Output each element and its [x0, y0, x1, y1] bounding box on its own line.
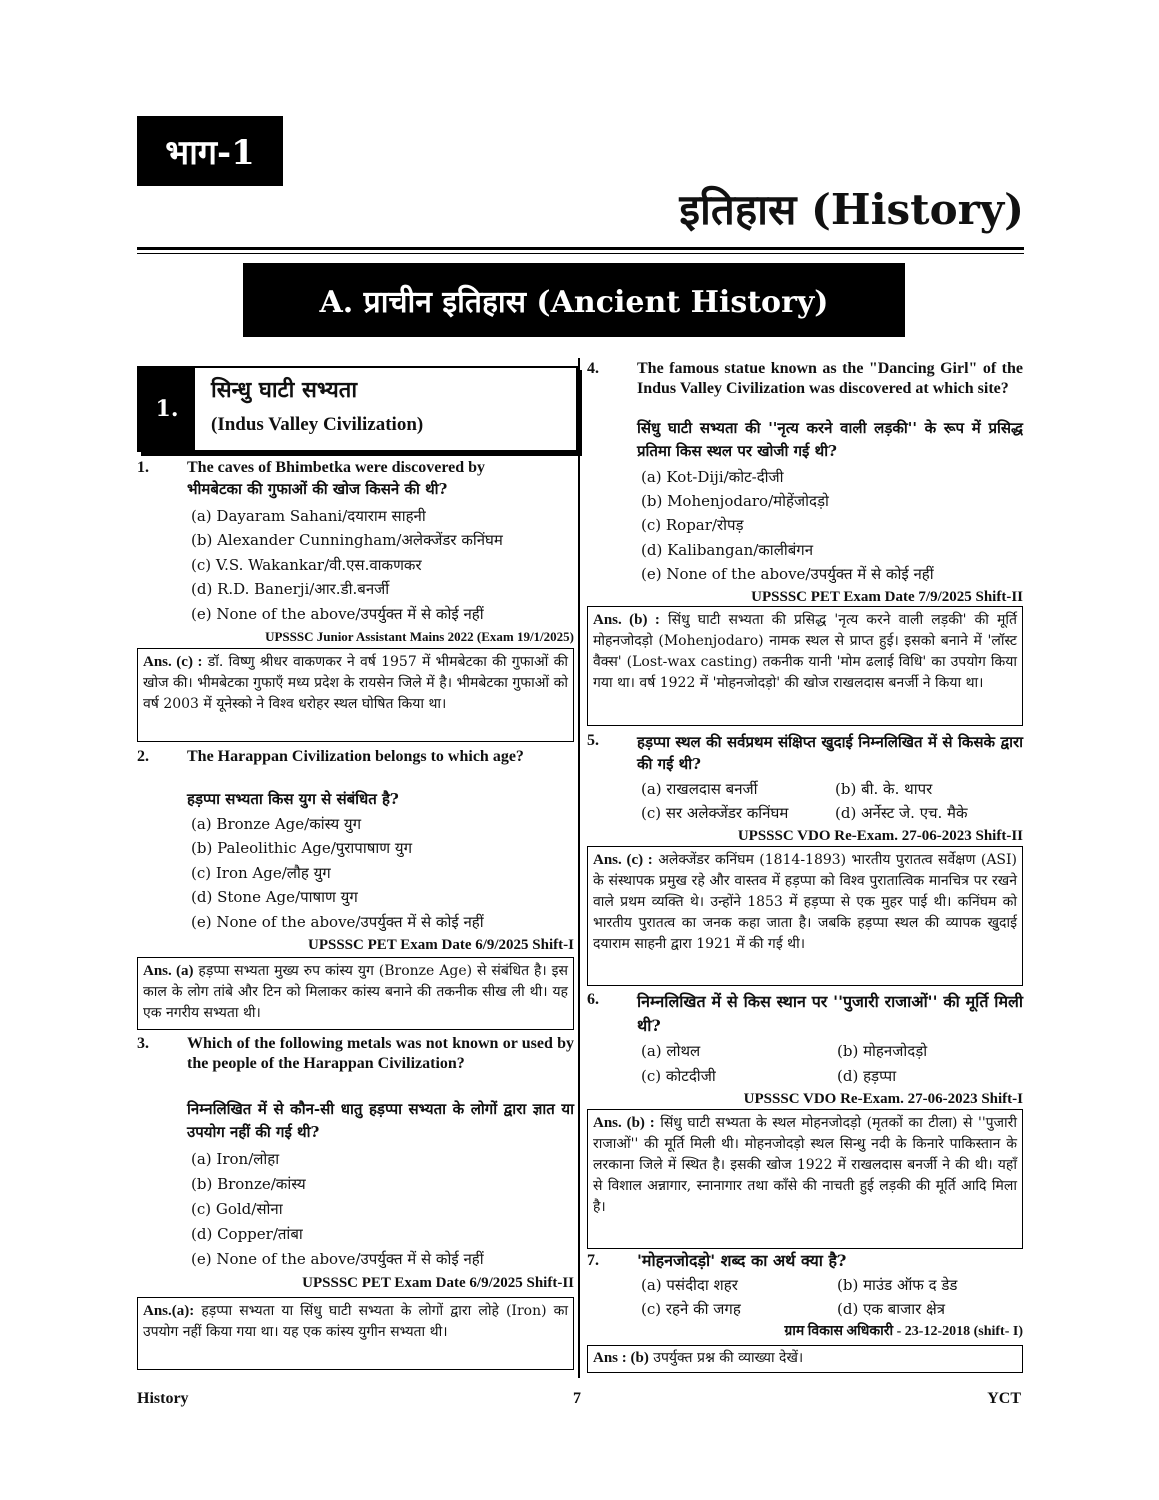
option-e: (e) None of the above/उपर्युक्त में से कोई नहीं — [191, 1250, 484, 1268]
option-c: (c) Ropar/रोपड़ — [641, 516, 744, 534]
question-number: 4. — [587, 360, 599, 377]
question-2 — [137, 747, 574, 957]
option-b: (b) Mohenjodaro/मोहेंजोदड़ो — [641, 492, 829, 510]
question-number: 1. — [137, 459, 149, 476]
page-number: 7 — [573, 1390, 581, 1407]
option-c: (c) Gold/सोना — [191, 1200, 283, 1218]
answer-box-6 — [587, 1109, 1023, 1249]
option-d: (d) R.D. Banerji/आर.डी.बनर्जी — [191, 580, 390, 598]
option-c: (c) कोटदीजी — [641, 1067, 716, 1085]
question-6 — [587, 990, 1023, 1108]
question-text-en: The Harappan Civilization belongs to which age? — [187, 748, 524, 765]
option-b: (b) Alexander Cunningham/अलेक्जेंडर कनिंघम — [191, 531, 503, 549]
footer-publisher: YCT — [987, 1390, 1021, 1407]
answer-label: Ans. (a) — [143, 963, 194, 979]
chapter-number: 1. — [139, 368, 195, 450]
option-a: (a) Iron/लोहा — [191, 1150, 280, 1168]
answer-explanation: सिंधु घाटी सभ्यता के स्थल मोहनजोदड़ो (मृतकों का टीला) से ''पुजारी राजाओं'' की मूर्ति मिली थी। मोहनजोदड़ो स्थल सिन्धु नदी के किनारे पाकिस्तान के लरकाना जिले में स्थित है। इसकी खोज 1922 में राखलदास बनर्जी ने की थी। यहाँ से विशाल अन्नागार, स्नानागार तथा काँसे की नाचती हुई लड़की की मूर्ति आदि मिला है। — [593, 1115, 1018, 1215]
question-number: 2. — [137, 748, 149, 765]
option-a: (a) Bronze Age/कांस्य युग — [191, 815, 362, 833]
chapter-title-hindi: सिन्धु घाटी सभ्यता — [211, 377, 358, 403]
question-text-hi: सिंधु घाटी सभ्यता की ''नृत्य करने वाली लड़की'' के रूप में प्रसिद्ध प्रतिमा किस स्थल पर खोजी गई थी? — [637, 419, 1023, 460]
question-text-hi: हड़प्पा सभ्यता किस युग से संबंधित है? — [187, 790, 399, 808]
option-b: (b) माउंड ऑफ द डेड — [837, 1276, 958, 1294]
header-rule-thin — [137, 253, 1024, 254]
option-d: (d) Copper/तांबा — [191, 1225, 303, 1243]
answer-label: Ans. (c) : — [143, 654, 203, 670]
option-e: (e) None of the above/उपर्युक्त में से कोई नहीं — [191, 605, 484, 623]
option-d: (d) हड़प्पा — [837, 1067, 897, 1085]
answer-explanation: सिंधु घाटी सभ्यता की प्रसिद्ध 'नृत्य करने वाली लड़की' की मूर्ति मोहनजोदड़ो (Mohenjodaro) नामक स्थल से प्राप्त हुई। इसको बनाने में 'लॉस्ट वैक्स' (Lost-wax casting) तकनीक यानी 'मोम ढलाई विधि' का उपयोग किया गया था। वर्ष 1922 में 'मोहनजोदड़ो' की खोज राखलदास बनर्जी ने किया था। — [593, 612, 1018, 691]
answer-box-5 — [587, 846, 1023, 986]
question-text-hi: निम्नलिखित में से कौन-सी धातु हड़प्पा सभ्यता के लोगों द्वारा ज्ञात या उपयोग नहीं की गई थी? — [187, 1100, 574, 1141]
question-text-hi: निम्नलिखित में से किस स्थान पर ''पुजारी राजाओं'' की मूर्ति मिली थी? — [637, 992, 1023, 1035]
question-1 — [137, 458, 574, 648]
exam-source: UPSSSC PET Exam Date 7/9/2025 Shift-II — [751, 589, 1023, 605]
answer-label: Ans. (b) : — [593, 1115, 655, 1131]
exam-source: ग्राम विकास अधिकारी - 23-12-2018 (shift- I) — [784, 1324, 1023, 1339]
question-4 — [587, 359, 1023, 609]
option-c: (c) रहने की जगह — [641, 1300, 741, 1318]
question-number: 6. — [587, 991, 599, 1008]
option-c: (c) V.S. Wakankar/वी.एस.वाकणकर — [191, 556, 422, 574]
answer-label: Ans. (c) : — [593, 852, 653, 868]
option-e: (e) None of the above/उपर्युक्त में से कोई नहीं — [641, 565, 934, 583]
question-text-en: The caves of Bhimbetka were discovered by — [187, 459, 486, 476]
answer-label: Ans : (b) — [593, 1350, 649, 1366]
option-d: (d) अर्नेस्ट जे. एच. मैके — [835, 804, 968, 822]
option-b: (b) Paleolithic Age/पुरापाषाण युग — [191, 839, 413, 857]
question-5 — [587, 731, 1023, 846]
answer-explanation: हड़प्पा सभ्यता या सिंधु घाटी सभ्यता के लोगों द्वारा लोहे (Iron) का उपयोग नहीं किया गया था। यह एक कांस्य युगीन सभ्यता थी। — [143, 1303, 569, 1340]
answer-explanation: अलेक्जेंडर कनिंघम (1814-1893) भारतीय पुरातत्व सर्वेक्षण (ASI) के संस्थापक प्रमुख रहे और वास्तव में हड़प्पा को विश्व पुरातात्विक मानचित्र पर रखने वाले प्रथम व्यक्ति थे। उन्होंने 1853 में हड़प्पा से एक मुहर पाई थी। कनिंघम को भारतीय पुरातत्व का जनक कहा जाता है। जबकि हड़प्पा स्थल की व्यापक खुदाई दयाराम साहनी द्वारा 1921 में की गई थी। — [593, 852, 1018, 952]
question-7 — [587, 1251, 1023, 1343]
chapter-title-english: (Indus Valley Civilization) — [211, 414, 424, 435]
question-text-en: Which of the following metals was not known or used by the people of the Harappan Civilization? — [187, 1035, 574, 1072]
answer-box-7 — [587, 1345, 1023, 1373]
option-c: (c) सर अलेक्जेंडर कनिंघम — [641, 804, 789, 822]
answer-box-3 — [137, 1297, 574, 1370]
chapter-heading — [137, 366, 578, 452]
option-d: (d) Stone Age/पाषाण युग — [191, 888, 358, 906]
option-e: (e) None of the above/उपर्युक्त में से कोई नहीं — [191, 913, 484, 931]
question-text-hi: 'मोहनजोदड़ो' शब्द का अर्थ क्या है? — [637, 1251, 847, 1270]
option-a: (a) Kot-Diji/कोट-दीजी — [641, 468, 784, 486]
exam-source: UPSSSC VDO Re-Exam. 27-06-2023 Shift-I — [743, 1091, 1023, 1107]
section-banner: A. प्राचीन इतिहास (Ancient History) — [243, 263, 905, 337]
exam-source: UPSSSC PET Exam Date 6/9/2025 Shift-I — [307, 937, 574, 953]
question-text-hi: हड़प्पा स्थल की सर्वप्रथम संक्षिप्त खुदाई निम्नलिखित में से किसके द्वारा की गई थी? — [637, 733, 1023, 773]
answer-box-2 — [137, 957, 574, 1030]
option-b: (b) बी. के. थापर — [835, 780, 933, 798]
answer-explanation: हड़प्पा सभ्यता मुख्य रुप कांस्य युग (Bronze Age) से संबंधित है। इस काल के लोग तांबे और टिन को मिलाकर कांस्य बनाने की तकनीक सीख ली थी। यह एक नगरीय सभ्यता थी। — [143, 963, 568, 1021]
option-b: (b) Bronze/कांस्य — [191, 1175, 306, 1193]
option-d: (d) एक बाजार क्षेत्र — [837, 1300, 946, 1318]
option-c: (c) Iron Age/लौह युग — [191, 864, 331, 882]
question-number: 7. — [587, 1252, 599, 1269]
answer-explanation: उपर्युक्त प्रश्न की व्याख्या देखें। — [653, 1350, 804, 1366]
footer-subject: History — [137, 1390, 189, 1407]
option-a: (a) लोथल — [641, 1042, 701, 1060]
option-a: (a) Dayaram Sahani/दयाराम साहनी — [191, 507, 426, 525]
answer-label: Ans.(a): — [143, 1303, 195, 1319]
answer-box-4 — [587, 606, 1023, 726]
question-number: 5. — [587, 732, 599, 749]
exam-source: UPSSSC Junior Assistant Mains 2022 (Exam 19/1/2025) — [265, 629, 574, 644]
question-3 — [137, 1034, 574, 1296]
option-b: (b) मोहनजोदड़ो — [837, 1042, 928, 1060]
exam-source: UPSSSC PET Exam Date 6/9/2025 Shift-II — [302, 1275, 574, 1291]
question-number: 3. — [137, 1035, 149, 1052]
option-d: (d) Kalibangan/कालीबंगन — [641, 541, 814, 559]
header-rule — [137, 247, 1024, 250]
answer-label: Ans. (b) : — [593, 612, 660, 628]
answer-explanation: डॉ. विष्णु श्रीधर वाकणकर ने वर्ष 1957 में भीमबेटका की गुफाओं की खोज की। भीमबेटका गुफाएँ मध्य प्रदेश के रायसेन जिले में है। भीमबेटका गुफाओं को वर्ष 2003 में यूनेस्को ने विश्व धरोहर स्थल घोषित किया था। — [143, 654, 568, 712]
exam-source: UPSSSC VDO Re-Exam. 27-06-2023 Shift-II — [737, 828, 1023, 844]
question-text-hi: भीमबेटका की गुफाओं की खोज किसने की थी? — [187, 480, 448, 498]
answer-box-1 — [137, 648, 574, 742]
option-a: (a) राखलदास बनर्जी — [641, 780, 758, 798]
subject-title: इतिहास (History) — [679, 185, 1024, 234]
part-badge: भाग-1 — [137, 116, 283, 186]
column-divider — [578, 358, 580, 1378]
question-text-en: The famous statue known as the "Dancing Girl" of the Indus Valley Civilization was discovered at which site? — [637, 360, 1023, 397]
option-a: (a) पसंदीदा शहर — [641, 1276, 738, 1294]
